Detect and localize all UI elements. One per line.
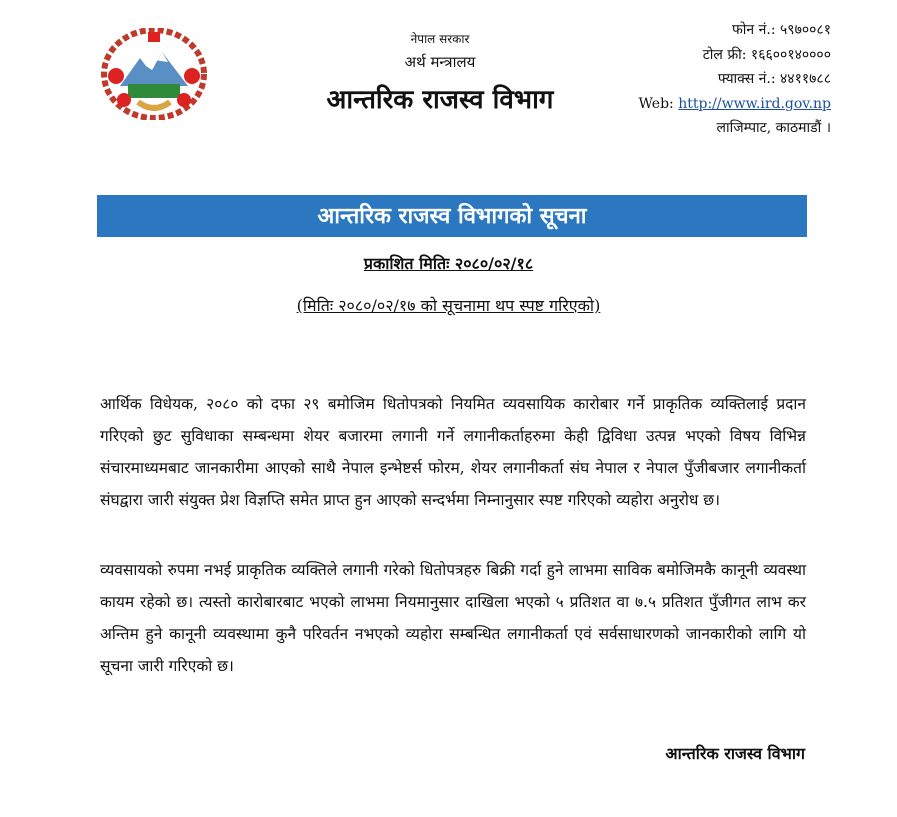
ministry-label: अर्थ मन्त्रालय — [404, 53, 476, 71]
published-date — [0, 252, 897, 274]
fax-number: फ्याक्स नं.: ४४११७८८ — [717, 71, 831, 87]
published-date-text: प्रकाशित मितिः २०८०/०२/१८ — [363, 254, 534, 273]
notice-paragraph-1: आर्थिक विधेयक, २०८० को दफा २९ बमोजिम धितोपत्रको नियमित व्यवसायिक कारोबार गर्ने प्राकृतिक व्यक्तिलाई प्रदान गरिएको छुट सुविधाका सम्बन्धमा शेयर बजारमा लगानी गर्ने लगानीकर्ताहरुमा केही द्विविधा उत्पन्न भएको विषय विभिन्न संचारमाध्यमबाट जानकारीमा आएको साथै नेपाल इन्भेष्टर्स फोरम, शेयर लगानीकर्ता संघ नेपाल र नेपाल पुँजीबजार लगानीकर्ता संघद्वारा जारी संयुक्त प्रेश विज्ञप्ति समेत प्राप्त हुन आएको सन्दर्भमा निम्नानुसार स्पष्ट गरिएको व्यहोरा अनुरोध छ। — [100, 394, 806, 509]
nepal-emblem-logo — [100, 28, 208, 120]
contact-info — [639, 18, 831, 141]
toll-free-number: टोल फ्री: १६६००१४०००० — [702, 46, 831, 63]
website-link[interactable]: http://www.ird.gov.np — [678, 95, 831, 112]
phone-number: फोन नं.: ५९७००८१ — [732, 22, 831, 38]
notice-paragraph-2: व्यवसायको रुपमा नभई प्राकृतिक व्यक्तिले लगानी गरेको धितोपत्रहरु बिक्री गर्दा हुने लाभमा साविक बमोजिमकै कानूनी व्यवस्था कायम रहेको छ। त्यस्तो कारोबारबाट भएको लाभमा नियमानुसार दाखिला भएको ५ प्रतिशत वा ७.५ प्रतिशत पुँजीगत लाभ कर अन्तिम हुने कानूनी व्यवस्थामा कुनै परिवर्तन नभएको व्यहोरा सम्बन्धित लगानीकर्ता एवं सर्वसाधारणको जानकारीको लागि यो सूचना जारी गरिएको छ। — [100, 560, 806, 675]
notice-banner: आन्तरिक राजस्व विभागको सूचना — [97, 195, 807, 237]
signature: आन्तरिक राजस्व विभाग — [665, 744, 805, 763]
web-label: Web: — [638, 95, 679, 112]
department-title: आन्तरिक राजस्व विभाग — [326, 85, 554, 115]
website-line — [639, 92, 831, 117]
address: लाजिम्पाट, काठमाडौं । — [716, 120, 831, 136]
clarification-text: (मितिः २०८०/०२/१७ को सूचनामा थप स्पष्ट गरिएको) — [296, 296, 601, 315]
clarification-note — [0, 294, 897, 316]
government-label: नेपाल सरकार — [410, 32, 470, 46]
